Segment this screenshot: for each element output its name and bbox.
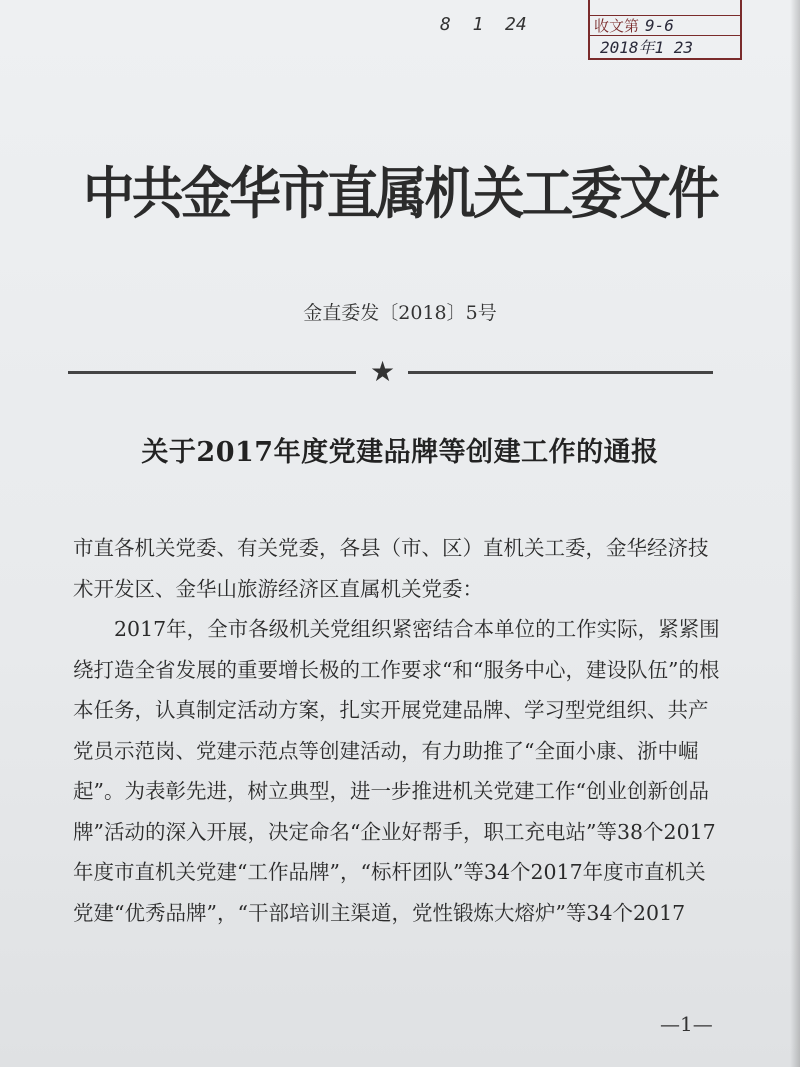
stamp-receipt-number: 9-6 (645, 16, 674, 35)
page-number: —1— (660, 1012, 713, 1036)
document-number: 金直委发〔2018〕5号 (303, 302, 497, 324)
header-separator (68, 355, 713, 388)
recipients-paragraph: 市直各机关党委、有关党委，各县（市、区）直机关工委，金华经济技术开发区、金华山旅游经济区直属机关党委： (73, 536, 709, 601)
stamp-row-receipt (590, 16, 740, 36)
stamp-date: 2018年1 23 (600, 37, 694, 57)
receipt-stamp (588, 0, 742, 60)
document-header-title: 中共金华市直属机关工委文件 (83, 162, 717, 227)
stamp-receipt-label: 收文第 (594, 17, 640, 35)
stamp-row-top (590, 0, 740, 16)
page-edge-shadow (790, 0, 800, 1067)
body-paragraph: 2017年，全市各级机关党组织紧密结合本单位的工作实际，紧紧围绕打造全省发展的重要增长极的工作要求“和“服务中心，建设队伍”的根本任务，认真制定活动方案，扎实开展党建品牌、学习型党组织、共产党员示范岗、党建示范点等创建活动，有力助推了“全面小康、浙中崛起”。为表彰先进，树立典型，进一步推进机关党建工作“创业创新创品牌”活动的深入开展，决定命名“企业好帮手，职工充电站”等38个2017年度市直机关党建“工作品牌”，“标杆团队”等34个2017年度市直机关党建“优秀品牌”，“干部培训主渠道，党性锻炼大熔炉”等34个2017 (73, 617, 720, 925)
stamp-row-date (590, 36, 740, 56)
document-body (73, 528, 723, 933)
separator-line-left (68, 371, 356, 374)
document-subject: 关于2017年度党建品牌等创建工作的通报 (141, 437, 659, 468)
handwritten-date-note: 8 1 24 (440, 14, 527, 35)
star-icon: ★ (370, 355, 396, 388)
separator-line-right (408, 371, 713, 374)
